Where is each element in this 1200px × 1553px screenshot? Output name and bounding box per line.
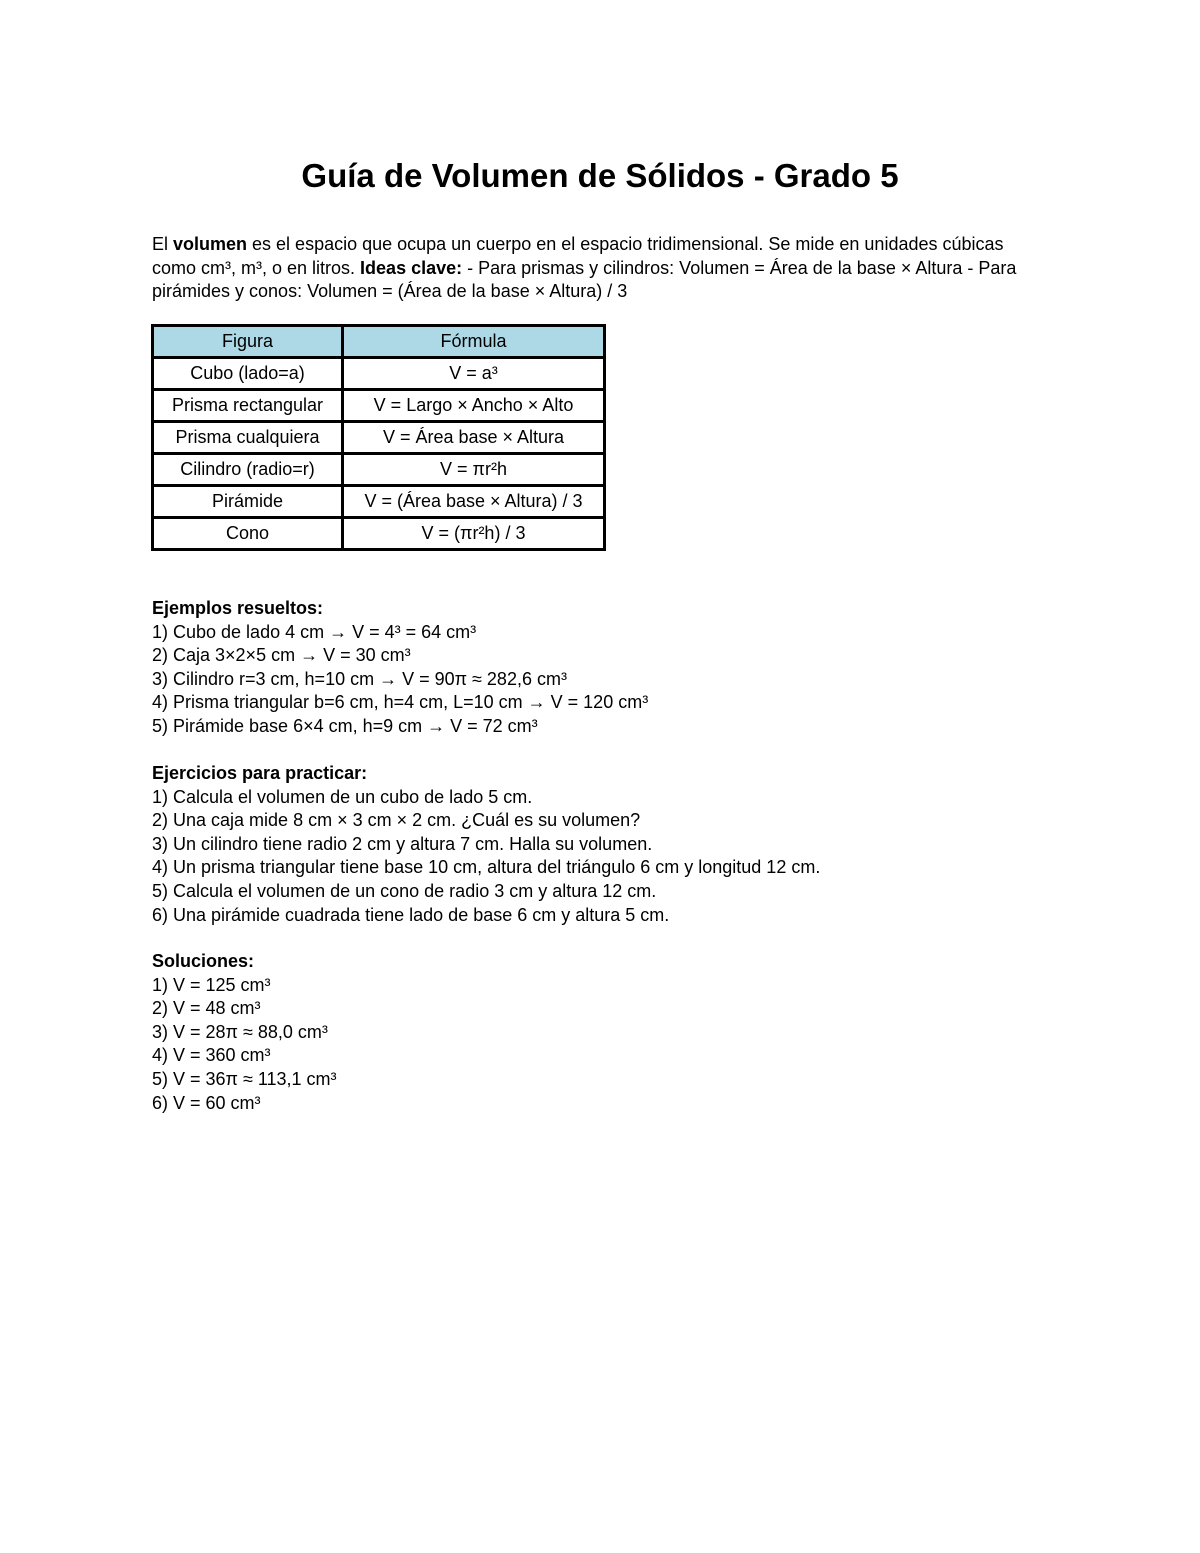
solutions-heading: Soluciones: xyxy=(152,951,255,971)
solution-item: 4) V = 360 cm³ xyxy=(152,1045,271,1066)
intro-text-3: - Para prismas y cilindros: Volumen = Área de la base × Altura - Para pirámides y conos: Volumen = (Área de la base × Altura) / 3 xyxy=(152,257,1017,301)
table-cell-figura: Prisma cualquiera xyxy=(153,422,343,454)
solution-item: 1) V = 125 cm³ xyxy=(152,974,271,995)
table-cell-figura: Cono xyxy=(153,518,343,550)
table-header-figura: Figura xyxy=(153,326,343,358)
table-row xyxy=(153,486,605,518)
formula-table xyxy=(151,324,606,551)
table-cell-figura: Cubo (lado=a) xyxy=(153,358,343,390)
table-cell-figura: Prisma rectangular xyxy=(153,390,343,422)
solutions-section xyxy=(152,950,337,1115)
example-item: 5) Pirámide base 6×4 cm, h=9 cm → V = 72 cm³ xyxy=(152,715,538,736)
solution-item: 5) V = 36π ≈ 113,1 cm³ xyxy=(152,1068,337,1089)
example-item: 3) Cilindro r=3 cm, h=10 cm → V = 90π ≈ 282,6 cm³ xyxy=(152,668,567,689)
table-cell-formula: V = Largo × Ancho × Alto xyxy=(343,390,605,422)
page-title: Guía de Volumen de Sólidos - Grado 5 xyxy=(301,157,899,194)
table-cell-formula: V = (Área base × Altura) / 3 xyxy=(343,486,605,518)
table-cell-figura: Pirámide xyxy=(153,486,343,518)
table-row xyxy=(153,454,605,486)
solution-item: 6) V = 60 cm³ xyxy=(152,1092,261,1113)
table-row xyxy=(153,518,605,550)
table-cell-formula: V = πr²h xyxy=(343,454,605,486)
exercise-item: 3) Un cilindro tiene radio 2 cm y altura 7 cm. Halla su volumen. xyxy=(152,833,653,854)
table-row xyxy=(153,358,605,390)
intro-bold-term: volumen xyxy=(173,234,248,254)
example-item: 4) Prisma triangular b=6 cm, h=4 cm, L=10 cm → V = 120 cm³ xyxy=(152,692,649,713)
table-row xyxy=(153,422,605,454)
exercises-section xyxy=(152,762,820,927)
examples-heading: Ejemplos resueltos: xyxy=(152,598,324,618)
examples-section xyxy=(152,597,648,739)
intro-text-2: es el espacio que ocupa un cuerpo en el espacio tridimensional. Se mide en unidades cúbicas como cm³, m³, o en litros. xyxy=(152,234,1004,278)
table-cell-formula: V = (πr²h) / 3 xyxy=(343,518,605,550)
table-row xyxy=(153,390,605,422)
exercise-item: 6) Una pirámide cuadrada tiene lado de base 6 cm y altura 5 cm. xyxy=(152,904,670,925)
solution-item: 3) V = 28π ≈ 88,0 cm³ xyxy=(152,1021,328,1042)
table-cell-formula: V = a³ xyxy=(343,358,605,390)
intro-text-1: El xyxy=(152,234,174,254)
exercise-item: 2) Una caja mide 8 cm × 3 cm × 2 cm. ¿Cuál es su volumen? xyxy=(152,810,641,831)
example-item: 2) Caja 3×2×5 cm → V = 30 cm³ xyxy=(152,645,411,666)
intro-paragraph xyxy=(152,233,1052,304)
exercises-heading: Ejercicios para practicar: xyxy=(152,763,368,783)
exercise-item: 1) Calcula el volumen de un cubo de lado 5 cm. xyxy=(152,786,533,807)
table-header-formula: Fórmula xyxy=(343,326,605,358)
table-cell-figura: Cilindro (radio=r) xyxy=(153,454,343,486)
exercise-item: 4) Un prisma triangular tiene base 10 cm, altura del triángulo 6 cm y longitud 12 cm. xyxy=(152,857,821,878)
table-header-row xyxy=(153,326,605,358)
example-item: 1) Cubo de lado 4 cm → V = 4³ = 64 cm³ xyxy=(152,621,477,642)
exercise-item: 5) Calcula el volumen de un cono de radio 3 cm y altura 12 cm. xyxy=(152,880,657,901)
solution-item: 2) V = 48 cm³ xyxy=(152,998,261,1019)
table-cell-formula: V = Área base × Altura xyxy=(343,422,605,454)
intro-key-ideas-label: Ideas clave: xyxy=(360,257,463,278)
